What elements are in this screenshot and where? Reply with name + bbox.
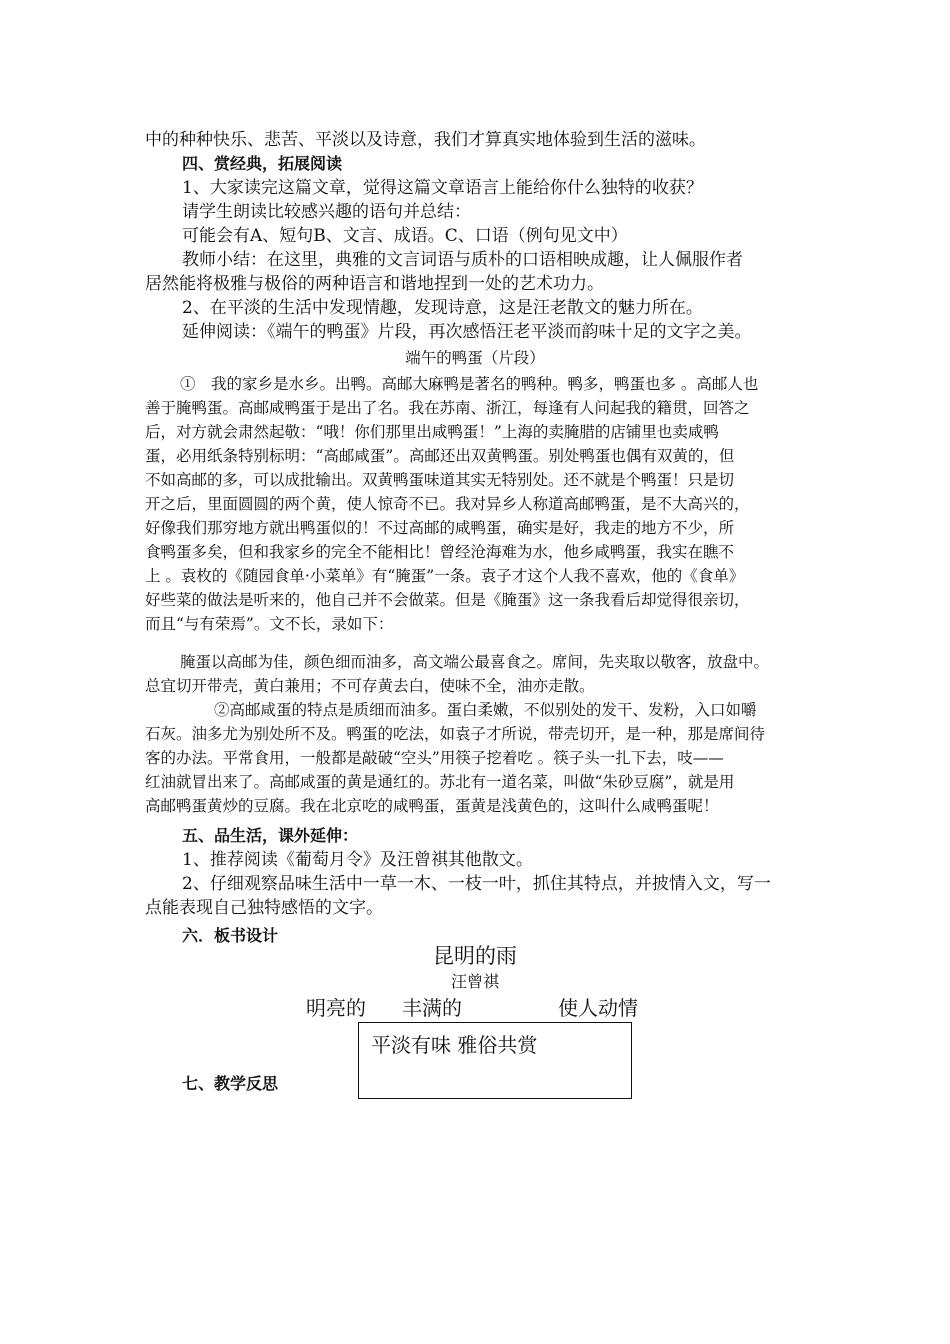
paragraph-line: 居然能将极雅与极俗的两种语言和谐地捏到一处的艺术功力。: [145, 274, 604, 294]
excerpt-line: 后，对方就会肃然起敬：“哦！你们那里出咸鸭蛋！”上海的卖腌腊的店铺里也卖咸鸭: [145, 423, 719, 441]
excerpt-line: 善于腌鸭蛋。高邮咸鸭蛋于是出了名。我在苏南、浙江，每逢有人问起我的籍贯，回答之: [145, 399, 750, 417]
section-heading-4: 四、赏经典，拓展阅读: [182, 154, 343, 173]
excerpt-line: 而且“与有荣焉”。文不长，录如下：: [145, 615, 394, 633]
excerpt-line: 石灰。油多尤为别处所不及。鸭蛋的吃法，如袁子才所说，带壳切开，是一种，那是席间待: [145, 725, 766, 743]
excerpt-line: 客的办法。平常食用，一般都是敲破“空头”用筷子挖着吃 。筷子头一扎下去，吱——: [145, 749, 724, 767]
paragraph-line: 可能会有A、短句B、文言、成语。C、口语（例句见文中）: [182, 226, 628, 246]
section-heading-7: 七、教学反思: [182, 1074, 279, 1093]
paragraph-line: 延伸阅读：《端午的鸭蛋》片段，再次感悟汪老平淡而韵味十足的文字之美。: [182, 322, 752, 342]
board-box-text: 平淡有味 雅俗共赏: [371, 1033, 538, 1057]
paragraph-line: 请学生朗读比较感兴趣的语句并总结：: [182, 202, 471, 222]
excerpt-line: 高邮鸭蛋黄炒的豆腐。我在北京吃的咸鸭蛋，蛋黄是浅黄色的，这叫什么咸鸭蛋呢！: [145, 797, 719, 815]
paragraph-line: 2、在平淡的生活中发现情趣，发现诗意，这是汪老散文的魅力所在。: [182, 298, 703, 318]
section-heading-5: 五、品生活，课外延伸：: [182, 826, 359, 845]
board-word: 丰满的: [402, 996, 462, 1020]
excerpt-quote-line: 总宜切开带壳，黄白兼用；不可存黄去白，使味不全，油亦走散。: [145, 677, 595, 695]
paragraph-line: 1、大家读完这篇文章，觉得这篇文章语言上能给你什么独特的收获？: [182, 178, 703, 198]
paragraph-line: 2、仔细观察品味生活中一草一木、一枝一叶，抓住其特点，并披情入文，写一: [182, 874, 771, 894]
paragraph-line: 教师小结：在这里，典雅的文言词语与质朴的口语相映成趣，让人佩服作者: [182, 250, 743, 270]
excerpt-line: 食鸭蛋多矣，但和我家乡的完全不能相比！曾经沧海难为水，他乡咸鸭蛋，我实在瞧不: [145, 543, 735, 561]
board-word: 明亮的: [306, 996, 366, 1020]
board-title: 昆明的雨: [433, 944, 517, 968]
section-heading-6: 六．板书设计: [182, 926, 279, 945]
excerpt-quote-line: 腌蛋以高邮为佳，颜色细而油多，高文端公最喜食之。席间，先夹取以敬客，放盘中。: [180, 653, 770, 671]
excerpt-title: 端午的鸭蛋（片段）: [405, 349, 545, 367]
excerpt-line: 好像我们那穷地方就出鸭蛋似的！不过高邮的咸鸭蛋，确实是好，我走的地方不少，所: [145, 519, 735, 537]
excerpt-line: 红油就冒出来了。高邮咸蛋的黄是通红的。苏北有一道名菜，叫做“朱砂豆腐”，就是用: [145, 773, 735, 791]
excerpt-line: ① 我的家乡是水乡。出鸭。高邮大麻鸭是著名的鸭种。鸭多，鸭蛋也多 。高邮人也: [180, 375, 759, 393]
paragraph-line: 点能表现自己独特感悟的文字。: [145, 898, 383, 918]
board-author: 汪曾祺: [450, 972, 499, 991]
paragraph-line: 中的种种快乐、悲苦、平淡以及诗意，我们才算真实地体验到生活的滋味。: [145, 130, 706, 150]
excerpt-line: 蛋，必用纸条特别标明：“高邮咸蛋”。高邮还出双黄鸭蛋。别处鸭蛋也偶有双黄的，但: [145, 447, 735, 465]
excerpt-line: 开之后，里面圆圆的两个黄，使人惊奇不已。我对异乡人称道高邮鸭蛋，是不大高兴的，: [145, 495, 750, 513]
board-word: 使人动情: [558, 996, 638, 1020]
excerpt-line: 不如高邮的多，可以成批输出。双黄鸭蛋味道其实无特别处。还不就是个鸭蛋！只是切: [145, 471, 735, 489]
excerpt-line: 上 。袁枚的《随园食单·小菜单》有“腌蛋”一条。袁子才这个人我不喜欢，他的《食单》: [145, 567, 745, 585]
excerpt-line: 好些菜的做法是听来的，他自己并不会做菜。但是《腌蛋》这一条我看后却觉得很亲切，: [145, 591, 750, 609]
paragraph-line: 1、推荐阅读《葡萄月令》及汪曾祺其他散文。: [182, 850, 533, 870]
board-box: [358, 1022, 632, 1099]
excerpt-line: ②高邮咸蛋的特点是质细而油多。蛋白柔嫩，不似别处的发干、发粉，入口如嚼: [214, 701, 757, 719]
